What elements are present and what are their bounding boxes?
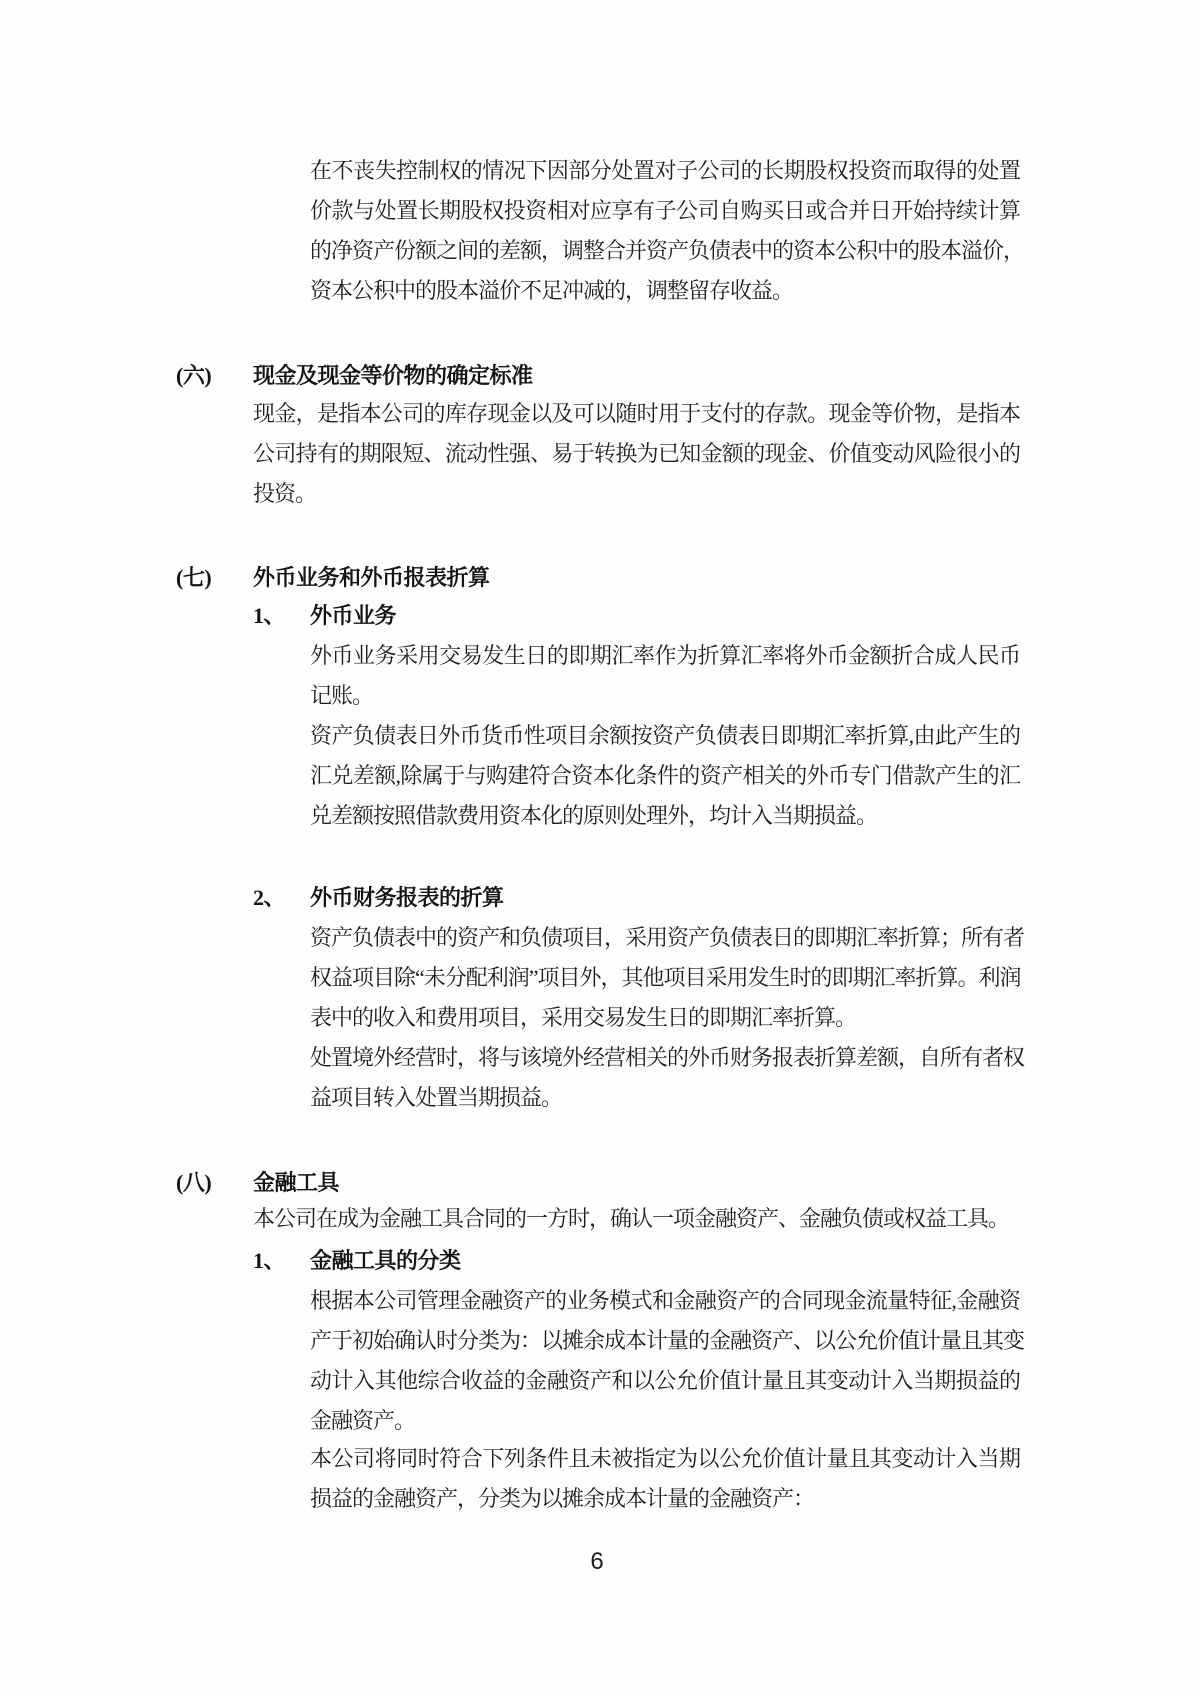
paragraph (253, 1199, 1020, 1239)
subsection-number: 1、 (253, 1248, 286, 1273)
text-line: 现金，是指本公司的库存现金以及可以随时用于支付的存款。现金等价物，是指本 (253, 401, 1020, 426)
text-line: 汇兑差额,除属于与购建符合资本化条件的资产相关的外币专门借款产生的汇 (310, 763, 1020, 788)
section-title: 外币业务和外币报表折算 (253, 565, 490, 590)
subsection-heading (0, 878, 1200, 918)
subsection-number: 2、 (253, 885, 286, 910)
paragraph (310, 1038, 1025, 1118)
subsection-title: 金融工具的分类 (310, 1248, 461, 1273)
paragraph (253, 394, 1020, 514)
paragraph (310, 716, 1020, 836)
text-line: 在不丧失控制权的情况下因部分处置对子公司的长期股权投资而取得的处置 (310, 158, 1020, 183)
text-line: 投资。 (253, 481, 317, 506)
section-label: (六) (176, 363, 212, 388)
text-line: 金融资产。 (310, 1408, 416, 1433)
section-heading (0, 1163, 1200, 1203)
paragraph (310, 1281, 1025, 1441)
text-line: 公司持有的期限短、流动性强、易于转换为已知金额的现金、价值变动风险很小的 (253, 441, 1020, 466)
text-line: 本公司将同时符合下列条件且未被指定为以公允价值计量且其变动计入当期 (310, 1446, 1020, 1471)
paragraph (310, 918, 1025, 1038)
text-line: 记账。 (310, 683, 374, 708)
subsection-heading (0, 596, 1200, 636)
text-line: 动计入其他综合收益的金融资产和以公允价值计量且其变动计入当期损益的 (310, 1368, 1020, 1393)
subsection-number: 1、 (253, 603, 286, 628)
section-title: 金融工具 (253, 1170, 340, 1195)
paragraph (310, 636, 1020, 716)
text-line: 兑差额按照借款费用资本化的原则处理外，均计入当期损益。 (310, 803, 878, 828)
page-number: 6 (590, 1548, 604, 1575)
section-heading (0, 558, 1200, 598)
text-line: 价款与处置长期股权投资相对应享有子公司自购买日或合并日开始持续计算 (310, 198, 1020, 223)
text-line: 表中的收入和费用项目，采用交易发生日的即期汇率折算。 (310, 1005, 857, 1030)
section-heading (0, 356, 1200, 396)
text-line: 本公司在成为金融工具合同的一方时，确认一项金融资产、金融负债或权益工具。 (253, 1206, 1010, 1231)
text-line: 处置境外经营时，将与该境外经营相关的外币财务报表折算差额，自所有者权 (310, 1045, 1025, 1070)
subsection-title: 外币业务 (310, 603, 397, 628)
section-label: (八) (176, 1170, 212, 1195)
text-line: 外币业务采用交易发生日的即期汇率作为折算汇率将外币金额折合成人民币 (310, 643, 1020, 668)
text-line: 资本公积中的股本溢价不足冲减的，调整留存收益。 (310, 278, 794, 303)
text-line: 根据本公司管理金融资产的业务模式和金融资产的合同现金流量特征,金融资 (310, 1288, 1020, 1313)
paragraph (310, 151, 1025, 311)
text-line: 损益的金融资产，分类为以摊余成本计量的金融资产： (310, 1486, 815, 1511)
text-line: 益项目转入处置当期损益。 (310, 1085, 563, 1110)
text-line: 权益项目除“未分配利润”项目外，其他项目采用发生时的即期汇率折算。利润 (310, 965, 1021, 990)
paragraph (310, 1439, 1020, 1519)
text-line: 的净资产份额之间的差额，调整合并资产负债表中的资本公积中的股本溢价， (310, 238, 1025, 263)
section-label: (七) (176, 565, 212, 590)
subsection-title: 外币财务报表的折算 (310, 885, 504, 910)
subsection-heading (0, 1241, 1200, 1281)
text-line: 产于初始确认时分类为：以摊余成本计量的金融资产、以公允价值计量且其变 (310, 1328, 1025, 1353)
text-line: 资产负债表日外币货币性项目余额按资产负债表日即期汇率折算,由此产生的 (310, 723, 1020, 748)
text-line: 资产负债表中的资产和负债项目，采用资产负债表日的即期汇率折算；所有者 (310, 925, 1025, 950)
section-title: 现金及现金等价物的确定标准 (253, 363, 533, 388)
